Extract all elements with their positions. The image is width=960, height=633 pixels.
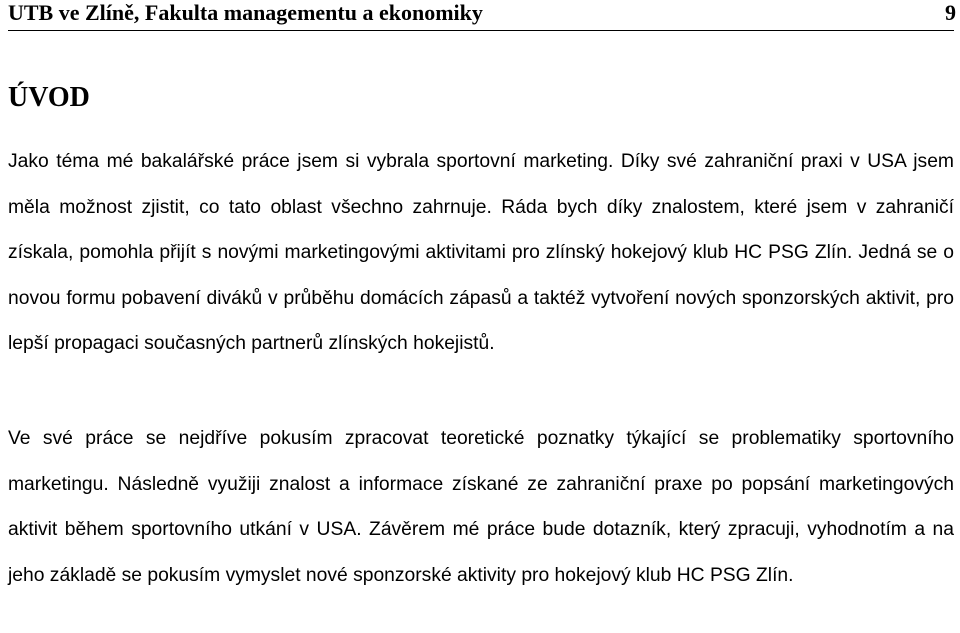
header-title: UTB ve Zlíně, Fakulta managementu a ekonomiky (8, 0, 483, 25)
body-paragraph: Jako téma mé bakalářské práce jsem si vybrala sportovní marketing. Díky své zahraniční praxi v USA jsem měla možnost zjistit, co tato oblast všechno zahrnuje. Ráda bych díky znalostem, které jsem v zahraničí získala, pomohla přijít s novými marketingovými aktivitami pro zlínský hokejový klub HC PSG Zlín. Jedná se o novou formu pobavení diváků v průběhu domácích zápasů a taktéž vytvoření nových sponzorských aktivit, pro lepší propagaci současných partnerů zlínských hokejistů. (8, 151, 954, 354)
page-number: 9 (945, 0, 956, 25)
section-heading: ÚVOD (8, 82, 90, 113)
header-divider (8, 30, 954, 31)
running-header (8, 0, 956, 30)
body-paragraph: Ve své práce se nejdříve pokusím zpracovat teoretické poznatky týkající se problematiky sportovního marketingu. Následně využiji znalost a informace získané ze zahraniční praxe po popsání marketingových aktivit během sportovního utkání v USA. Závěrem mé práce bude dotazník, který zpracuji, vyhodnotím a na jeho základě se pokusím vymyslet nové sponzorské aktivity pro hokejový klub HC PSG Zlín. (8, 428, 954, 586)
